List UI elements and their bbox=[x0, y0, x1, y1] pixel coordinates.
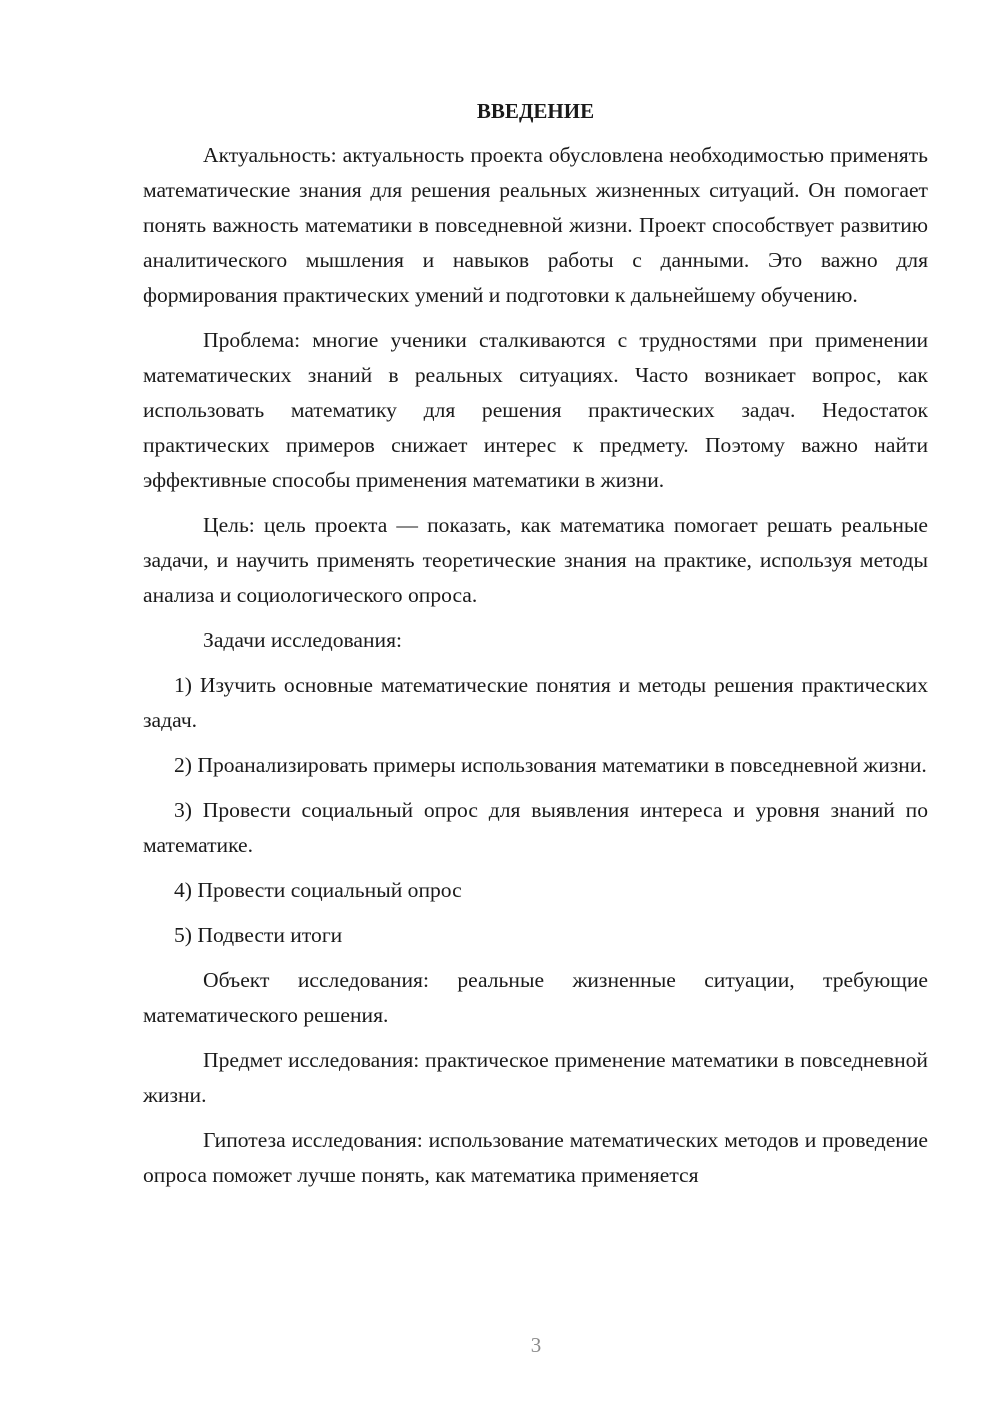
page-content bbox=[143, 96, 928, 1203]
section-title: ВВЕДЕНИЕ bbox=[476, 99, 595, 123]
task-item-5: 5) Подвести итоги bbox=[174, 923, 343, 947]
tasks-heading: Задачи исследования: bbox=[203, 628, 403, 652]
task-item-2: 2) Проанализировать примеры использования математики в повседневной жизни. bbox=[174, 753, 927, 777]
paragraph-subject: Предмет исследования: практическое применение математики в повседневной жизни. bbox=[143, 1048, 928, 1107]
task-item-4: 4) Провести социальный опрос bbox=[174, 878, 462, 902]
paragraph-problem: Проблема: многие ученики сталкиваются с трудностями при применении математических знаний в реальных ситуациях. Часто возникает вопрос, как использовать математику для решения практических задач. Недостаток практических примеров снижает интерес к предмету. Поэтому важно найти эффективные способы применения математики в жизни. bbox=[143, 328, 928, 492]
paragraph-hypothesis: Гипотеза исследования: использование математических методов и проведение опроса поможет лучше понять, как математика применяется bbox=[143, 1128, 928, 1187]
paragraph-relevance: Актуальность: актуальность проекта обусловлена необходимостью применять математические знания для решения реальных жизненных ситуаций. Он помогает понять важность математики в повседневной жизни. Проект способствует развитию аналитического мышления и навыков работы с данными. Это важно для формирования практических умений и подготовки к дальнейшему обучению. bbox=[143, 143, 928, 307]
task-item-3: 3) Провести социальный опрос для выявления интереса и уровня знаний по математике. bbox=[143, 798, 928, 857]
task-item-1: 1) Изучить основные математические понятия и методы решения практических задач. bbox=[143, 673, 928, 732]
paragraph-object: Объект исследования: реальные жизненные ситуации, требующие математического решения. bbox=[143, 968, 928, 1027]
page-number: 3 bbox=[530, 1333, 542, 1357]
paragraph-goal: Цель: цель проекта — показать, как математика помогает решать реальные задачи, и научить применять теоретические знания на практике, используя методы анализа и социологического опроса. bbox=[143, 513, 928, 607]
